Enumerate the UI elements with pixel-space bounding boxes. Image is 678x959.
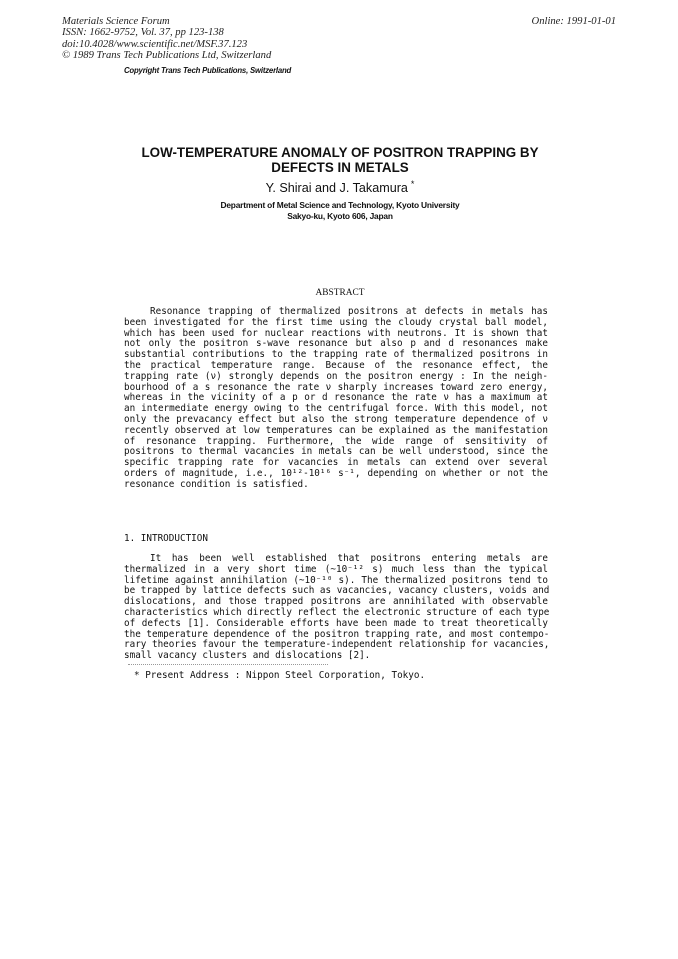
abstract-line: an intermediate energy owing to the centrifugal force. With this model, not [124, 403, 548, 415]
authors: Y. Shirai and J. Takamura [265, 181, 408, 195]
abstract-line: whereas in the vicinity of a p or d resonance the rate ν has a maximum at [124, 392, 548, 404]
intro-line: thermalized in a very short time (~10⁻¹² s) much less than the typical [124, 563, 548, 575]
abstract-line: resonance condition is satisfied. [124, 478, 309, 490]
abstract-line: been investigated for the first time using the cloudy crystal ball model, [124, 316, 548, 328]
intro-line: characteristics which directly reflect the electronic structure of each type [124, 606, 550, 618]
abstract-line: substantial contributions to the trapping rate of thermalized positrons in [124, 349, 548, 361]
intro-line: rary theories favour the temperature-independent relationship for vacancies, [124, 639, 550, 651]
doi-line: doi:10.4028/www.scientific.net/MSF.37.123 [62, 38, 248, 50]
abstract-body [124, 307, 548, 491]
abstract-line: which has been used for nuclear reactions with neutrons. It is shown that [124, 327, 548, 339]
abstract-line: bourhood of a s resonance the rate ν sharply increases toward zero energy, [124, 381, 548, 393]
introduction-body [124, 554, 548, 662]
paper-title [120, 146, 560, 175]
abstract-line: of resonance trapping. Furthermore, the wide range of sensitivity of [124, 435, 548, 447]
abstract-line: Resonance trapping of thermalized positrons at defects in metals has [150, 306, 548, 317]
abstract-line: the practical temperature range. Because of the resonance effect, the [124, 359, 548, 371]
abstract-line: specific trapping rate for vacancies in metals can extend over several [124, 457, 548, 469]
abstract-line: orders of magnitude, i.e., 10¹²-10¹⁶ s⁻¹, depending on whether or not the [124, 467, 548, 479]
abstract-line: positrons to thermal vacancies in metals can be well understood, since the [124, 446, 548, 458]
intro-line: It has been well established that positrons entering metals are [150, 553, 548, 564]
intro-line: dislocations, and those trapped positrons are annihilated with observable [124, 596, 548, 608]
intro-line: lifetime against annihilation (~10⁻¹⁰ s). The thermalized positrons tend to [124, 574, 548, 586]
section-heading: 1. INTRODUCTION [124, 533, 208, 544]
affiliation-line: Sakyo-ku, Kyoto 606, Japan [287, 210, 393, 221]
abstract-heading: ABSTRACT [315, 288, 365, 298]
abstract-line: only the prevacancy effect but also the strong temperature dependence of ν [124, 413, 548, 425]
intro-line: be trapped by lattice defects such as vacancies, vacancy clusters, voids and [124, 585, 550, 597]
intro-line: small vacancy clusters and dislocations [2]. [124, 650, 371, 662]
footnote-divider [128, 664, 328, 665]
author-line [120, 181, 560, 195]
abstract-line: recently observed at low temperatures can be explained as the manifestation [124, 424, 548, 436]
intro-line: the temperature dependence of the positron trapping rate, and most contempo- [124, 628, 550, 640]
affiliation-line: Department of Metal Science and Technology, Kyoto University [220, 200, 460, 210]
issn-line: ISSN: 1662-9752, Vol. 37, pp 123-138 [62, 27, 224, 39]
publisher-copyright: Copyright Trans Tech Publications, Switzerland [124, 66, 292, 75]
journal-metadata [62, 16, 271, 62]
copyright-line: © 1989 Trans Tech Publications Ltd, Switzerland [62, 50, 272, 62]
journal-name: Materials Science Forum [62, 16, 170, 27]
abstract-line: trapping rate (ν) strongly depends on the positron energy : In the neigh- [124, 370, 548, 382]
footnote: * Present Address : Nippon Steel Corporation, Tokyo. [134, 670, 426, 681]
author-footnote-mark: * [410, 179, 415, 189]
abstract-line: not only the positron s-wave resonance but also p and d resonances make [124, 338, 548, 350]
online-date: Online: 1991-01-01 [531, 16, 616, 27]
affiliation [120, 200, 560, 221]
title-line: LOW-TEMPERATURE ANOMALY OF POSITRON TRAPPING BY [141, 145, 539, 160]
title-line: DEFECTS IN METALS [271, 159, 409, 175]
intro-line: of defects [1]. Considerable efforts have been made to treat theoretically [124, 617, 548, 629]
